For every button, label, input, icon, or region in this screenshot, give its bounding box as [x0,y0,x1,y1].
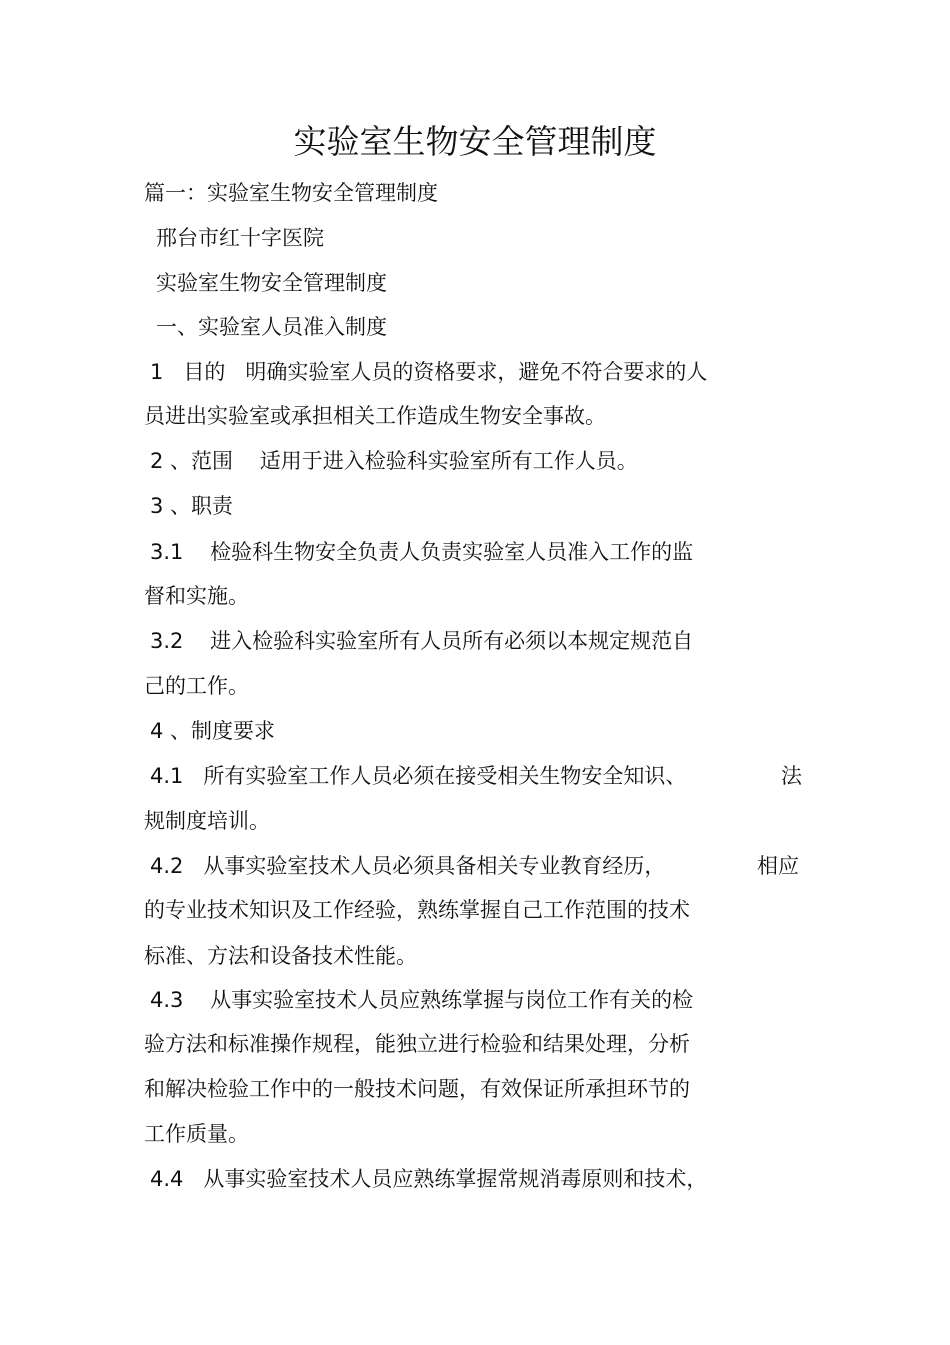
paragraph-line: 4.3 从事实验室技术人员应熟练掌握与岗位工作有关的检 [150,988,694,1012]
organization-name: 邢台市红十字医院 [156,226,324,250]
paragraph-line: 督和实施。 [144,584,249,608]
subtitle: 实验室生物安全管理制度 [156,271,387,295]
paragraph-line: 3 、职责 [150,494,234,518]
paragraph-line: 4 、制度要求 [150,719,276,743]
paragraph-line: 4.4 从事实验室技术人员应熟练掌握常规消毒原则和技术， [150,1167,708,1191]
paragraph-line: 标准、方法和设备技术性能。 [144,944,417,968]
paragraph-line: 3.2 进入检验科实验室所有人员所有必须以本规定规范自 [150,629,694,653]
section-heading: 篇一：实验室生物安全管理制度 [144,181,438,205]
paragraph-line: 己的工作。 [144,674,249,698]
paragraph-trailing-word: 相应 [757,854,799,878]
paragraph-line: 4.2 从事实验室技术人员必须具备相关专业教育经历， [150,854,666,878]
paragraph-line: 的专业技术知识及工作经验，熟练掌握自己工作范围的技术 [144,898,690,922]
paragraph-line: 3.1 检验科生物安全负责人负责实验室人员准入工作的监 [150,540,694,564]
paragraph-line: 2 、范围 适用于进入检验科实验室所有工作人员。 [150,449,638,473]
paragraph-line: 1 目的 明确实验室人员的资格要求，避免不符合要求的人 [150,360,708,384]
paragraph-line: 和解决检验工作中的一般技术问题，有效保证所承担环节的 [144,1077,690,1101]
paragraph-trailing-word: 法 [781,764,802,788]
paragraph-line: 规制度培训。 [144,809,270,833]
paragraph-line: 4.1 所有实验室工作人员必须在接受相关生物安全知识、 [150,764,687,788]
paragraph-line: 员进出实验室或承担相关工作造成生物安全事故。 [144,404,606,428]
paragraph-line: 验方法和标准操作规程，能独立进行检验和结果处理，分析 [144,1032,690,1056]
paragraph-line: 工作质量。 [144,1122,249,1146]
document-title: 实验室生物安全管理制度 [293,122,657,161]
chapter-heading: 一、实验室人员准入制度 [156,315,387,339]
